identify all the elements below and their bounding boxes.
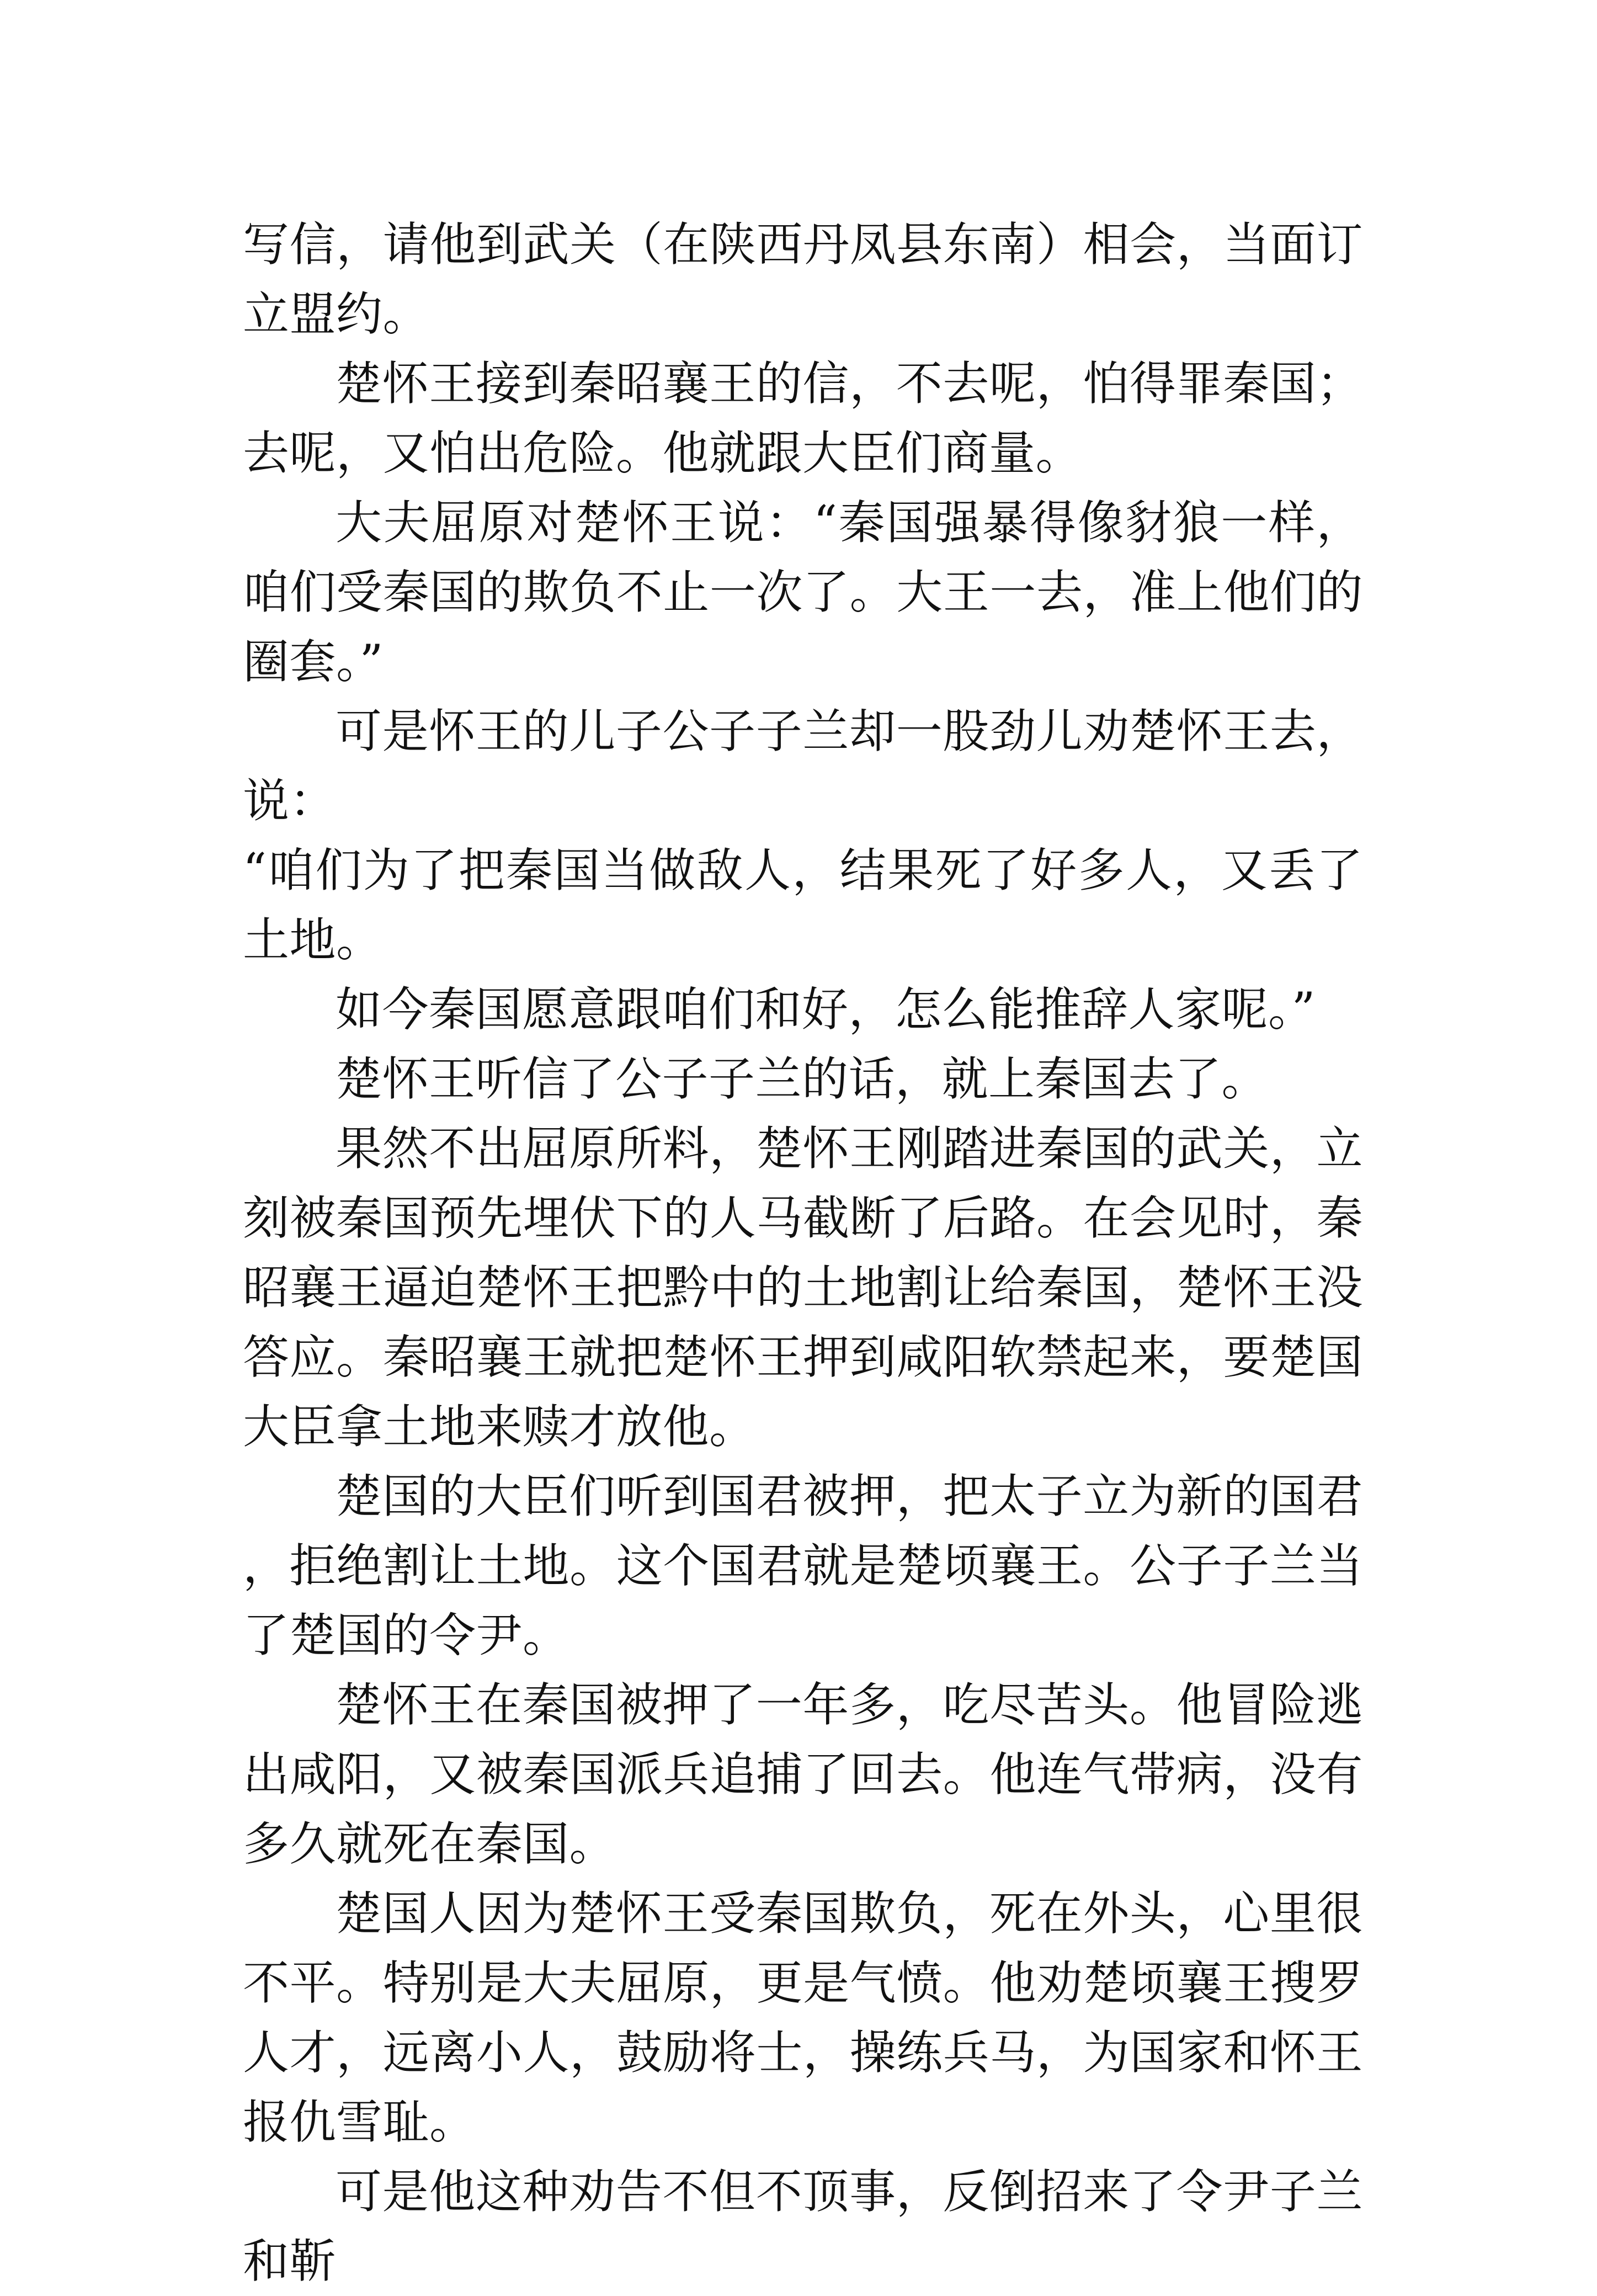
paragraph-2: 楚怀王接到秦昭襄王的信，不去呢，怕得罪秦国；去呢，又怕出危险。他就跟大臣们商量。 (243, 357, 1363, 480)
paragraph-1: 写信，请他到武关（在陕西丹凤县东南）相会，当面订立盟约。 (243, 217, 1363, 341)
paragraph-10: 楚怀王在秦国被押了一年多，吃尽苦头。他冒险逃出咸阳，又被秦国派兵追捕了回去。他连气带病，没有多久就死在秦国。 (243, 1678, 1363, 1871)
paragraph-5: “咱们为了把秦国当做敌人，结果死了好多人，又丢了土地。 (243, 843, 1363, 967)
paragraph-7: 楚怀王听信了公子子兰的话，就上秦国去了。 (336, 1052, 1269, 1106)
paragraph-11: 楚国人因为楚怀王受秦国欺负，死在外头，心里很不平。特别是大夫屈原，更是气愤。他劝楚顷襄王搜罗人才，远离小人，鼓励将士，操练兵马，为国家和怀王报仇雪耻。 (243, 1886, 1363, 2149)
body-text (243, 210, 1363, 2296)
paragraph-3: 大夫屈原对楚怀王说：“秦国强暴得像豺狼一样，咱们受秦国的欺负不止一次了。大王一去，准上他们的圈套。” (243, 496, 1363, 689)
paragraph-4: 可是怀王的儿子公子子兰却一股劲儿劝楚怀王去，说： (243, 704, 1363, 828)
paragraph-9: 楚国的大臣们听到国君被押，把太子立为新的国君，拒绝割让土地。这个国君就是楚顷襄王。公子子兰当了楚国的令尹。 (243, 1469, 1363, 1662)
paragraph-6: 如今秦国愿意跟咱们和好，怎么能推辞人家呢。” (336, 982, 1316, 1037)
paragraph-8: 果然不出屈原所料，楚怀王刚踏进秦国的武关，立刻被秦国预先埋伏下的人马截断了后路。在会见时，秦昭襄王逼迫楚怀王把黔中的土地割让给秦国，楚怀王没答应。秦昭襄王就把楚怀王押到咸阳软禁起来，要楚国大臣拿土地来赎才放他。 (243, 1122, 1363, 1454)
paragraph-12: 可是他这种劝告不但不顶事，反倒招来了令尹子兰和靳 (243, 2165, 1363, 2288)
